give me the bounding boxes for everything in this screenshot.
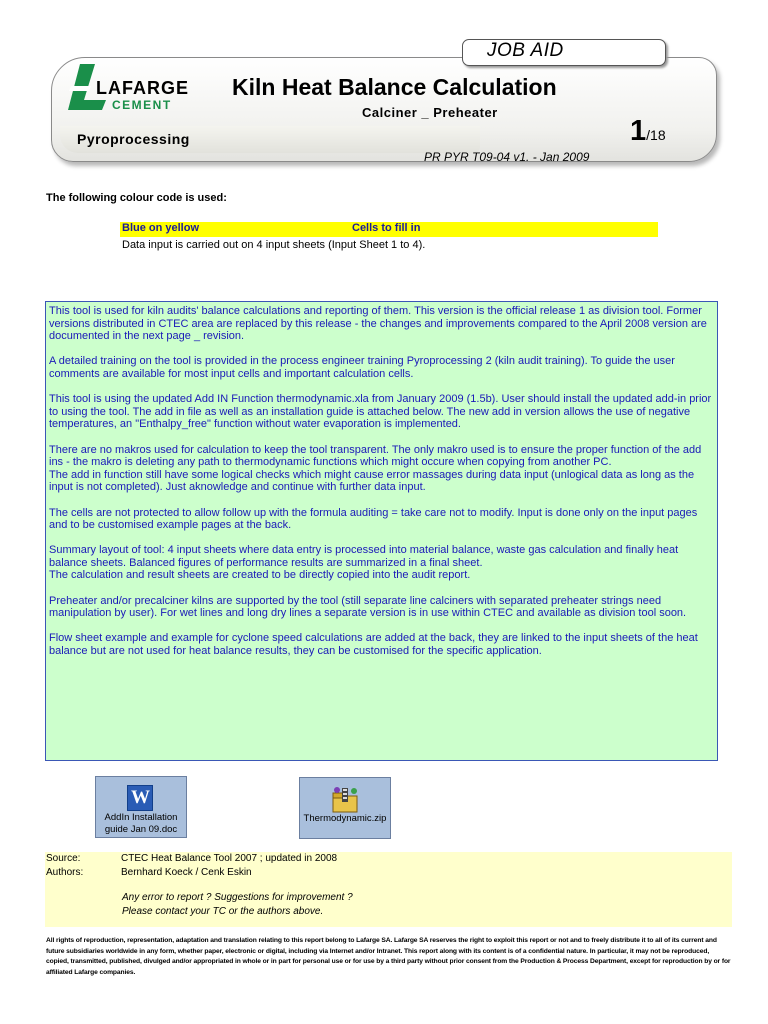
info-paragraph: The add in function still have some logical checks which might cause error massages during data input (unlogical data as long as the input is not completed). Just aknowledge and continue with further data input.	[49, 468, 695, 494]
source-value: CTEC Heat Balance Tool 2007 ; updated in 2008	[121, 853, 338, 864]
info-paragraph: There are no makros used for calculation to keep the tool transparent. The only makro used is to ensure the proper function of the add ins - the makro is deleting any path to thermodynamic functions which might occure when copying from another PC.	[49, 443, 702, 469]
zip-archive-icon	[330, 786, 360, 814]
info-paragraph: This tool is used for kiln audits' balance calculations and reporting of them. This version is the official release 1 as division tool. Former versions distributed in CTEC area are replaced by this release - the changes and improvements compared to the April 2008 version are documented in the next page _ revision.	[49, 305, 707, 343]
contact-note: Please contact your TC or the authors above.	[122, 906, 324, 917]
authors-value: Bernhard Koeck / Cenk Eskin	[121, 867, 252, 878]
contact-note: Any error to report ? Suggestions for improvement ?	[122, 892, 353, 903]
page-subtitle: Calciner _ Preheater	[362, 105, 498, 120]
page-total: /18	[646, 127, 666, 143]
section-name: Pyroprocessing	[77, 131, 190, 147]
info-paragraph: This tool is using the updated Add IN Function thermodynamic.xla from January 2009 (1.5b). User should install the updated add-in prior to using the tool. The add in file as well as an installation guide is attached below. The new add in version allows the use of negative temperatures, an "Enthalpy_free" function without water evaporation is implemented.	[49, 393, 712, 431]
authors-label: Authors:	[46, 867, 84, 878]
info-paragraph: Flow sheet example and example for cyclone speed calculations are added at the back, they are linked to the input sheets of the heat balance but are not used for heat balance results, they can be customised for the specific application.	[49, 632, 698, 658]
legend-key: Blue on yellow	[122, 222, 200, 234]
page-title: Kiln Heat Balance Calculation	[232, 74, 557, 100]
info-paragraph: Summary layout of tool: 4 input sheets where data entry is processed into material balance, waste gas calculation and finally heat balance sheets. Balanced figures of performance results are summarized in a final sheet.	[49, 544, 679, 569]
source-label: Source:	[46, 853, 81, 864]
page-current: 1	[630, 115, 647, 147]
document-reference: PR PYR T09-04 v1. - Jan 2009	[424, 150, 590, 164]
info-textbox[interactable]	[45, 301, 718, 761]
attachment-addin-guide[interactable]	[95, 776, 187, 838]
job-aid-tab	[462, 39, 666, 66]
word-document-icon: W	[127, 785, 153, 811]
attachment-label: AddIn Installation	[104, 812, 178, 823]
attachment-label: guide Jan 09.doc	[104, 824, 178, 835]
source-panel	[45, 852, 732, 927]
info-paragraph: A detailed training on the tool is provided in the process engineer training Pyroprocessing 2 (kiln audit training). To guide the user comments are available for most input cells and important calculation cells.	[49, 355, 675, 380]
logo-wordmark: LAFARGE	[96, 78, 190, 98]
info-paragraph: Preheater and/or precalciner kilns are supported by the tool (still separate line calciners with separated preheater strings need manipulation by user). For wet lines and long dry lines a separate version is in use within CTEC and available as division tool soon.	[49, 594, 687, 620]
legal-disclaimer: All rights of reproduction, representation, adaptation and translation relating to this report belong to Lafarge SA. Lafarge SA reserves the right to exploit this report or not and to freely distribute it to all of its current and future subsidiaries worldwide in any form, whether paper, electronic or digital, including via Internet and/or Intranet. This report along with its content is of a confidential nature. In particular, it may not be reproduced, copied, transmitted, published, divulged and/or appropriated in whole or in part for personal use or for use by a third party without prior consent from the Production & Process Department, except for reproduction by or for affiliated Lafarge companies.	[46, 937, 731, 976]
data-input-note: Data input is carried out on 4 input sheets (Input Sheet 1 to 4).	[122, 239, 426, 251]
info-paragraph: The calculation and result sheets are created to be directly copied into the audit report.	[49, 569, 471, 582]
attachment-label: Thermodynamic.zip	[303, 813, 387, 824]
lafarge-logo	[68, 64, 218, 116]
colour-code-heading: The following colour code is used:	[46, 192, 227, 204]
page-number	[630, 115, 666, 148]
job-aid-label: JOB AID	[487, 40, 564, 61]
legend-meaning: Cells to fill in	[352, 222, 421, 234]
colour-legend-row	[120, 222, 658, 237]
info-paragraph: The cells are not protected to allow follow up with the formula auditing = take care not to modify. Input is done only on the input pages and to be customised example pages at the back.	[49, 506, 698, 532]
attachment-thermodynamic-zip[interactable]	[299, 777, 391, 839]
logo-subline: CEMENT	[112, 98, 172, 112]
